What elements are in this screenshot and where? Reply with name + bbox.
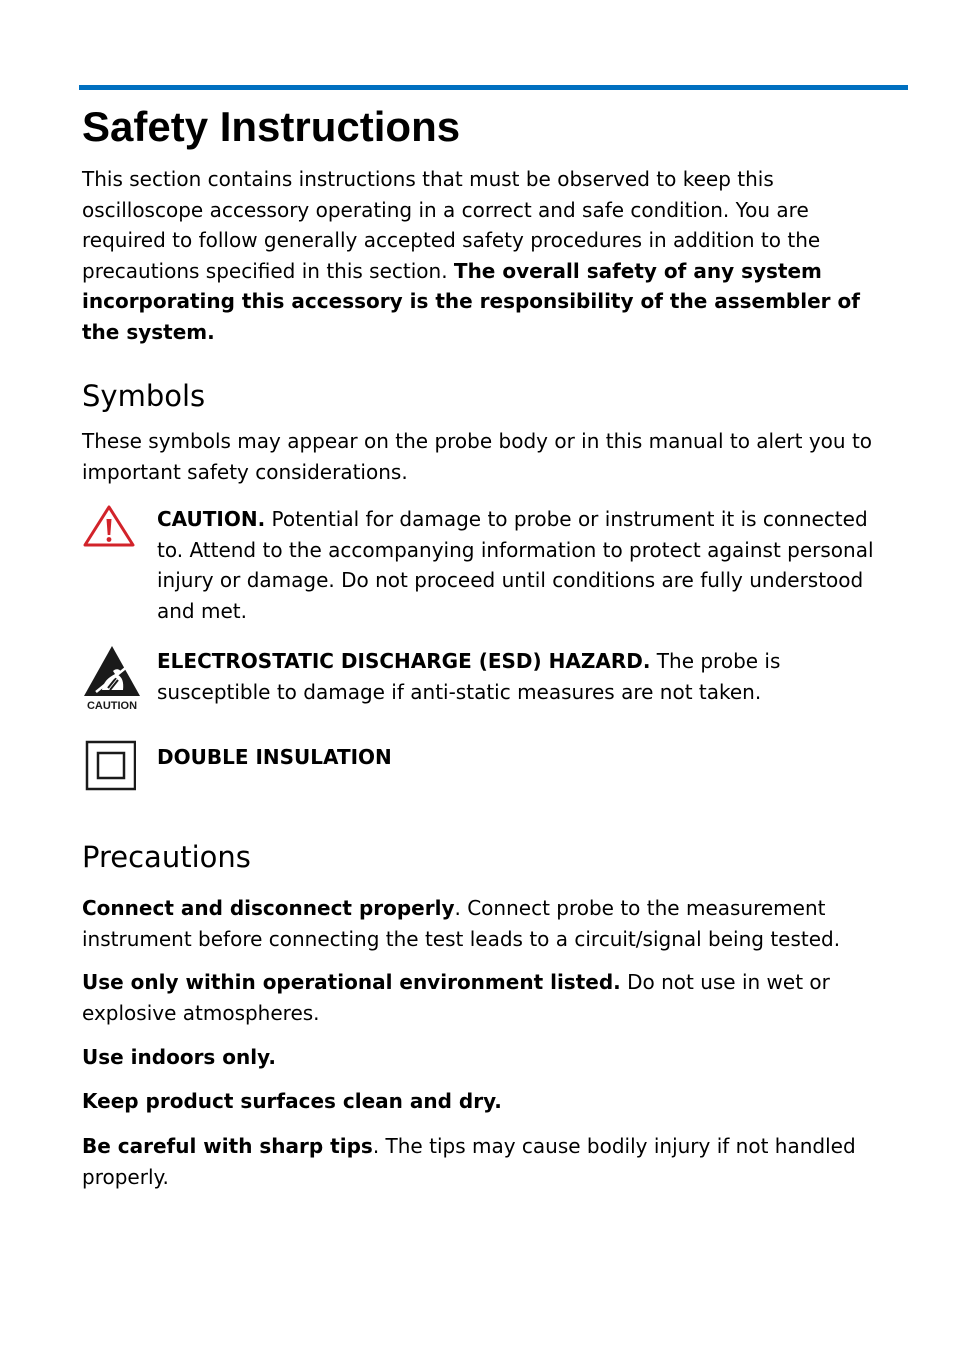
precaution-bold: Use only within operational environment listed. [82, 970, 621, 994]
precaution-item [82, 967, 902, 1028]
symbols-intro: These symbols may appear on the probe body or in this manual to alert you to important safety considerations. [82, 429, 873, 484]
precautions-heading: Precautions [82, 840, 251, 874]
esd-text: The probe is susceptible to damage if anti-static measures are not taken. [157, 649, 781, 704]
intro-paragraph [82, 164, 882, 347]
caution-triangle-icon [82, 504, 136, 552]
precaution-item [82, 1131, 902, 1192]
esd-label: ELECTROSTATIC DISCHARGE (ESD) HAZARD. [157, 649, 651, 673]
double-insulation-description [157, 742, 897, 773]
caution-text: Potential for damage to probe or instrument it is connected to. Attend to the accompanying information to protect against personal injury or damage. Do not proceed until conditions are fully understood and met. [157, 507, 874, 623]
double-insulation-label: DOUBLE INSULATION [157, 745, 392, 769]
precaution-text: . Connect probe to the measurement instrument before connecting the test leads to a circuit/signal being tested. [82, 896, 841, 951]
esd-description [157, 646, 897, 707]
intro-text: This section contains instructions that must be observed to keep this oscilloscope accessory operating in a correct and safe condition. You are required to follow generally accepted safety procedures in addition to the precautions specified in this section. [82, 167, 821, 283]
precaution-bold: Use indoors only. [82, 1045, 276, 1069]
precaution-text: . The tips may cause bodily injury if not handled properly. [82, 1134, 856, 1189]
esd-icon-caption: CAUTION [86, 700, 138, 712]
intro-bold-text: The overall safety of any system incorporating this accessory is the responsibility of the assembler of the system. [82, 258, 860, 344]
precaution-bold: Be careful with sharp tips [82, 1134, 373, 1158]
double-insulation-icon [82, 740, 136, 796]
precaution-text: Do not use in wet or explosive atmospheres. [82, 970, 830, 1025]
precaution-item [82, 1042, 902, 1073]
precaution-item [82, 893, 902, 954]
precaution-item [82, 1086, 902, 1117]
page-title: Safety Instructions [82, 103, 461, 150]
caution-label: CAUTION. [157, 507, 266, 531]
precaution-bold: Keep product surfaces clean and dry. [82, 1089, 502, 1113]
header-rule [79, 85, 908, 90]
esd-hazard-icon [82, 644, 142, 712]
precaution-bold: Connect and disconnect properly [82, 896, 455, 920]
caution-description [157, 504, 897, 626]
symbols-heading: Symbols [82, 379, 206, 413]
